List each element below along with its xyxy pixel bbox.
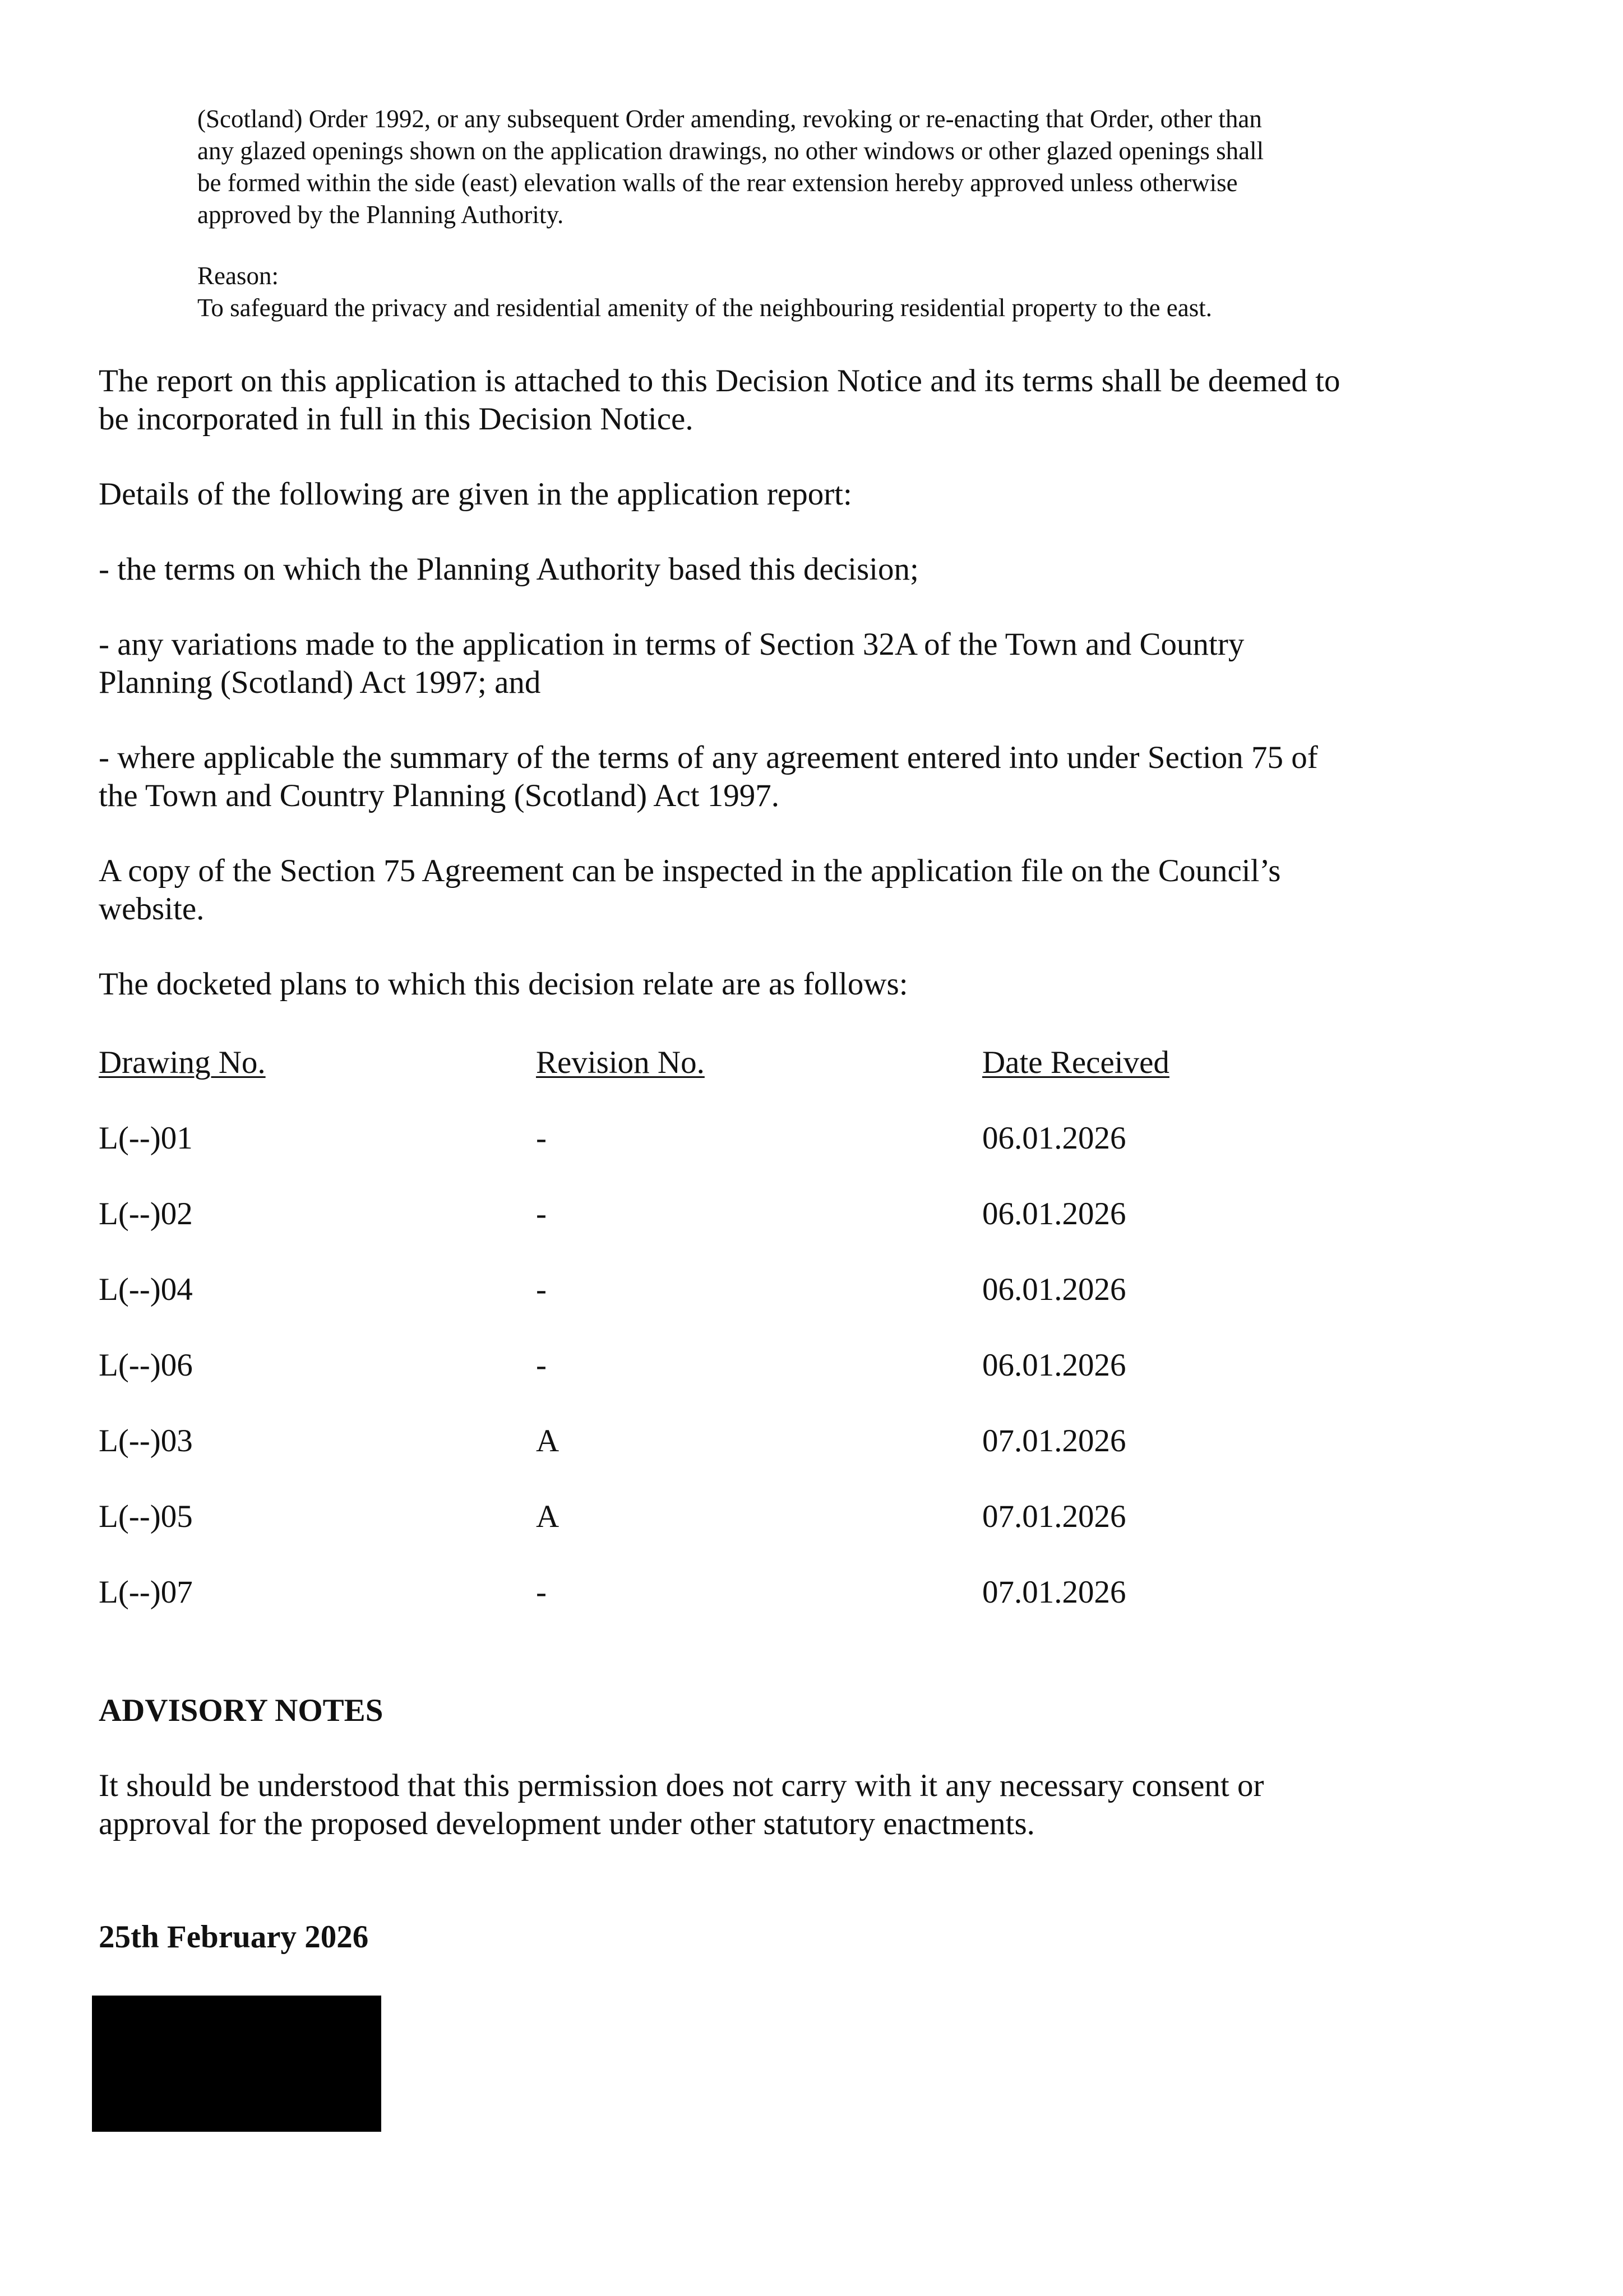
body-text [99, 362, 1511, 1040]
table-row [99, 1271, 1444, 1346]
drawing-no: L(--)02 [99, 1196, 193, 1232]
condition-line: be formed within the side (east) elevation walls of the rear extension hereby approved unless otherwise [197, 169, 1238, 197]
report-attached-paragraph [99, 362, 1511, 438]
advisory-notes-heading: ADVISORY NOTES [99, 1693, 383, 1728]
item-variations [99, 626, 1511, 702]
condition-line: approved by the Planning Authority. [197, 201, 564, 229]
revision-no: - [536, 1272, 547, 1307]
date-received: 06.01.2026 [982, 1348, 1126, 1383]
drawing-no: L(--)07 [99, 1575, 193, 1610]
section75-paragraph [99, 852, 1511, 928]
advisory-notes-text [99, 1767, 1444, 1843]
table-row [99, 1119, 1444, 1195]
advisory-line: It should be understood that this permission does not carry with it any necessary consent or [99, 1768, 1264, 1803]
revision-no: A [536, 1499, 560, 1534]
revision-no: - [536, 1121, 547, 1156]
condition-line: (Scotland) Order 1992, or any subsequent Order amending, revoking or re-enacting that Order, other than [197, 105, 1262, 133]
revision-no: A [536, 1423, 560, 1459]
date-received: 07.01.2026 [982, 1423, 1126, 1459]
advisory-line: approval for the proposed development under other statutory enactments. [99, 1806, 1035, 1841]
table-row [99, 1498, 1444, 1573]
date-received: 06.01.2026 [982, 1121, 1126, 1156]
revision-no: - [536, 1575, 547, 1610]
date-received: 06.01.2026 [982, 1196, 1126, 1232]
header-drawing-no: Drawing No. [99, 1045, 266, 1080]
table-row [99, 1573, 1444, 1649]
plans-table-header [99, 1044, 1444, 1119]
item-variations-line: Planning (Scotland) Act 1997; and [99, 665, 541, 700]
header-date-received: Date Received [982, 1045, 1169, 1080]
date-received: 07.01.2026 [982, 1499, 1126, 1534]
drawing-no: L(--)01 [99, 1121, 193, 1156]
revision-no: - [536, 1196, 547, 1232]
item-terms: - the terms on which the Planning Authority based this decision; [99, 552, 919, 587]
drawing-no: L(--)04 [99, 1272, 193, 1307]
date-received: 07.01.2026 [982, 1575, 1126, 1610]
condition-line: any glazed openings shown on the application drawings, no other windows or other glazed openings shall [197, 137, 1264, 165]
table-row [99, 1422, 1444, 1498]
plans-table [99, 1044, 1444, 1649]
drawing-no: L(--)05 [99, 1499, 193, 1534]
condition-block [197, 103, 1397, 324]
revision-no: - [536, 1348, 547, 1383]
item-variations-line: - any variations made to the application in terms of Section 32A of the Town and Country [99, 627, 1245, 662]
item-agreement-line: the Town and Country Planning (Scotland) Act 1997. [99, 778, 780, 813]
section75-line: A copy of the Section 75 Agreement can be inspected in the application file on the Council’s [99, 853, 1281, 888]
drawing-no: L(--)03 [99, 1423, 193, 1459]
reason-text: To safeguard the privacy and residential amenity of the neighbouring residential property to the east. [197, 294, 1212, 322]
plans-intro: The docketed plans to which this decision relate are as follows: [99, 966, 908, 1002]
item-agreement [99, 739, 1511, 815]
report-attached-line: be incorporated in full in this Decision Notice. [99, 401, 693, 437]
section75-line: website. [99, 891, 205, 927]
table-row [99, 1346, 1444, 1422]
redacted-signature-block [92, 1996, 381, 2132]
table-row [99, 1195, 1444, 1271]
header-revision-no: Revision No. [536, 1045, 705, 1080]
drawing-no: L(--)06 [99, 1348, 193, 1383]
item-agreement-line: - where applicable the summary of the terms of any agreement entered into under Section 75 of [99, 740, 1318, 775]
reason-label: Reason: [197, 262, 279, 290]
details-intro: Details of the following are given in the application report: [99, 476, 852, 512]
date-received: 06.01.2026 [982, 1272, 1126, 1307]
decision-date: 25th February 2026 [99, 1919, 369, 1955]
report-attached-line: The report on this application is attached to this Decision Notice and its terms shall be deemed to [99, 363, 1340, 399]
